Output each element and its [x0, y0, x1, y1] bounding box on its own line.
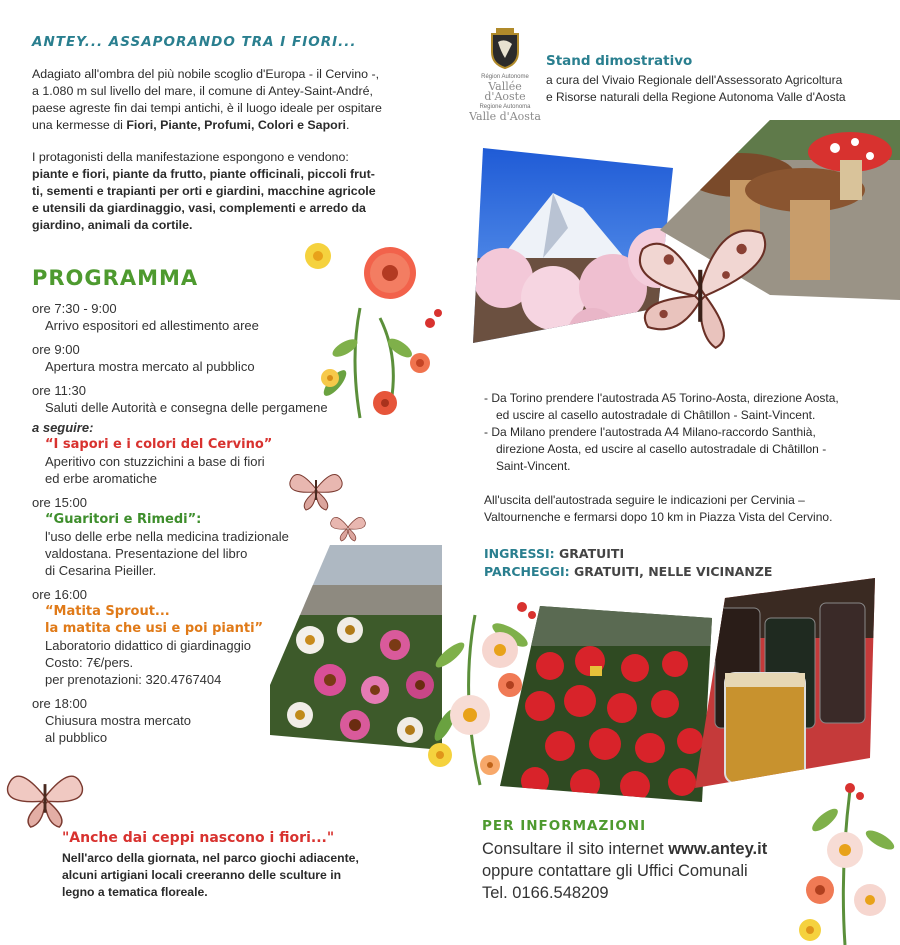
exhibitors-paragraph	[32, 149, 418, 234]
ingressi-row	[484, 545, 772, 563]
spice-jars-photo	[695, 578, 875, 788]
direction-line: All'uscita dell'autostrada seguire le indicazioni per Cervinia –	[484, 493, 805, 507]
intro-paragraph	[32, 66, 418, 134]
intro-text: .	[345, 118, 350, 132]
programma-title: PROGRAMMA	[32, 266, 199, 290]
logo-text: Région Autonome	[481, 74, 529, 80]
event-desc: ed erbe aromatiche	[45, 471, 158, 486]
ceppi-line: alcuni artigiani locali creeranno delle sculture in	[62, 868, 342, 882]
event-desc: Apertura mostra mercato al pubblico	[45, 359, 255, 374]
event-title: “Matita Sprout...	[45, 604, 170, 619]
ceppi-title: "Anche dai ceppi nascono i fiori..."	[62, 830, 335, 846]
event-desc: di Cesarina Pieiller.	[45, 563, 157, 578]
event-time: ore 7:30 - 9:00	[32, 301, 117, 316]
access-info	[484, 545, 772, 581]
exhibitors-line: piante e fiori, piante da frutto, piante officinali, piccoli frut-	[32, 167, 375, 181]
exhibitors-intro: I protagonisti della manifestazione espongono e vendono:	[32, 150, 349, 164]
ceppi-line: Nell'arco della giornata, nel parco giochi adiacente,	[62, 851, 359, 865]
direction-line: direzione Aosta, ed uscire al casello autostradale di Châtillon -	[496, 442, 827, 456]
event-title: “I sapori e i colori del Cervino”	[45, 437, 273, 452]
parcheggi-value: GRATUITI, NELLE VICINANZE	[574, 564, 773, 579]
ingressi-label: INGRESSI:	[484, 546, 555, 561]
event-time: ore 16:00	[32, 587, 87, 602]
info-line	[482, 838, 767, 860]
intro-line: Adagiato all'ombra del più nobile scoglio d'Europa - il Cervino -,	[32, 67, 380, 81]
intro-line	[32, 117, 418, 134]
event-desc: per prenotazioni: 320.4767404	[45, 672, 222, 687]
event-desc: valdostana. Presentazione del libro	[45, 546, 248, 561]
ingressi-value: GRATUITI	[559, 546, 625, 561]
logo-text: Vallée d'Aoste	[484, 80, 526, 103]
region-logo-text	[468, 72, 542, 122]
directions	[484, 390, 884, 526]
flower-bouquet-icon	[420, 595, 540, 790]
event-desc: l'uso delle erbe nella medicina tradizionale	[45, 529, 289, 544]
flower-bouquet-icon	[290, 228, 450, 428]
event-desc: Arrivo espositori ed allestimento aree	[45, 318, 259, 333]
intro-line: paese agreste fin dai tempi antichi, è il luogo ideale per ospitare	[32, 101, 382, 115]
stand-desc	[546, 72, 886, 106]
intro-title: ANTEY... ASSAPORANDO TRA I FIORI...	[32, 34, 357, 50]
ceppi-line: legno a tematica floreale.	[62, 885, 208, 899]
stand-title: Stand dimostrativo	[546, 53, 693, 69]
direction-line: - Da Torino prendere l'autostrada A5 Torino-Aosta, direzione Aosta,	[484, 391, 839, 405]
event-desc: Saluti delle Autorità e consegna delle pergamene	[45, 400, 328, 415]
direction-line: - Da Milano prendere l'autostrada A4 Milano-raccordo Santhià,	[484, 425, 816, 439]
event-label: a seguire:	[32, 420, 94, 435]
event-time: ore 11:30	[32, 383, 86, 398]
info-block	[482, 838, 767, 904]
event-desc: Costo: 7€/pers.	[45, 655, 134, 670]
butterfly-icon	[328, 510, 368, 544]
event-time: ore 18:00	[32, 696, 87, 711]
direction-line: ed uscire al casello autostradale di Châtillon - Saint-Vincent.	[496, 408, 816, 422]
intro-text: una kermesse di	[32, 118, 127, 132]
event-desc: al pubblico	[45, 730, 108, 745]
event-title: “Guaritori e Rimedi”:	[45, 512, 202, 527]
logo-text: Valle d'Aosta	[469, 110, 541, 123]
event-desc: Chiusura mostra mercato	[45, 713, 191, 728]
info-title: PER INFORMAZIONI	[482, 818, 647, 834]
stand-line: a cura del Vivaio Regionale dell'Assessorato Agricoltura	[546, 73, 843, 87]
butterfly-icon	[622, 218, 778, 358]
event-time: ore 9:00	[32, 342, 80, 357]
ceppi-paragraph	[62, 850, 417, 901]
info-line: oppure contattare gli Uffici Comunali	[482, 862, 748, 880]
info-line: Tel. 0166.548209	[482, 884, 609, 902]
exhibitors-line: ti, sementi e trapianti per orti e giardini, macchine agricole	[32, 184, 376, 198]
event-desc: Laboratorio didattico di giardinaggio	[45, 638, 251, 653]
website-link[interactable]: www.antey.it	[668, 840, 768, 858]
stand-line: e Risorse naturali della Regione Autonoma Valle d'Aosta	[546, 90, 846, 104]
intro-line: a 1.080 m sul livello del mare, il comune di Antey-Saint-André,	[32, 84, 373, 98]
flower-bouquet-icon	[790, 780, 900, 945]
event-title: la matita che usi e poi pianti”	[45, 621, 264, 636]
event-desc: Aperitivo con stuzzichini a base di fiori	[45, 454, 265, 469]
butterfly-icon	[2, 758, 88, 836]
parcheggi-label: PARCHEGGI:	[484, 564, 570, 579]
direction-line: Valtournenche e fermarsi dopo 10 km in Piazza Vista del Cervino.	[484, 510, 833, 524]
info-text: Consultare il sito internet	[482, 840, 669, 858]
direction-line: Saint-Vincent.	[496, 459, 571, 473]
exhibitors-line: giardino, animali da cortile.	[32, 218, 193, 232]
event-time: ore 15:00	[32, 495, 87, 510]
exhibitors-line: e utensili da giardinaggio, vasi, complementi e arredo da	[32, 201, 366, 215]
logo-text: Regione Autonoma	[479, 104, 531, 110]
butterfly-icon	[286, 464, 346, 514]
coat-of-arms-icon	[488, 26, 522, 70]
market-flowers-photo	[270, 545, 442, 750]
intro-highlight: Fiori, Piante, Profumi, Colori e Sapori	[126, 118, 346, 132]
